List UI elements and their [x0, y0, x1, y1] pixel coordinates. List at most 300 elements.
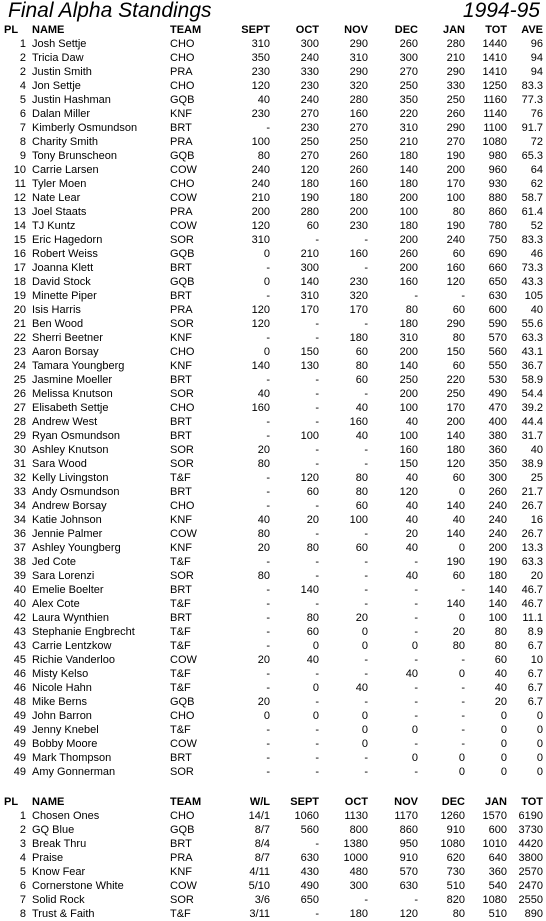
cell-wl: 3/11 — [249, 908, 270, 920]
cell-dec: 220 — [399, 108, 418, 120]
cell-oct: 170 — [300, 304, 319, 316]
cell-dec: - — [414, 626, 418, 638]
cell-name: Ben Wood — [32, 318, 84, 330]
cell-dec: 0 — [411, 752, 418, 764]
cell-team: SOR — [170, 570, 194, 582]
cell-name: Sara Lorenzi — [32, 570, 95, 582]
cell-nov: 1170 — [394, 810, 418, 822]
table-row — [0, 625, 546, 639]
cell-sept: 120 — [251, 220, 270, 232]
cell-tot: 1410 — [482, 66, 507, 78]
cell-sept: 40 — [257, 94, 270, 106]
cell-name: Andy Osmundson — [32, 486, 120, 498]
cell-nov: - — [364, 388, 368, 400]
cell-jan: 80 — [452, 640, 465, 652]
cell-name: Laura Wynthien — [32, 612, 109, 624]
cell-place: 43 — [13, 626, 26, 638]
cell-nov: - — [364, 570, 368, 582]
cell-wl: 14/1 — [248, 810, 270, 822]
cell-sept: - — [266, 682, 270, 694]
cell-team: KNF — [170, 542, 192, 554]
cell-oct: 1380 — [343, 838, 368, 850]
cell-dec: - — [414, 556, 418, 568]
cell-ave: 58.9 — [521, 374, 543, 386]
cell-place: 21 — [13, 318, 26, 330]
cell-name: Jasmine Moeller — [32, 374, 113, 386]
cell-team: BRT — [170, 374, 192, 386]
cell-dec: 100 — [399, 430, 418, 442]
cell-team: CHO — [170, 500, 195, 512]
cell-dec: 200 — [399, 388, 418, 400]
cell-name: Tricia Daw — [32, 52, 84, 64]
cell-place: 4 — [19, 80, 26, 92]
page-title: Final Alpha Standings — [8, 0, 212, 22]
cell-ave: 0 — [536, 710, 543, 722]
col-header-name: NAME — [32, 24, 65, 36]
cell-ave: 46.7 — [521, 584, 543, 596]
cell-dec: 40 — [405, 514, 418, 526]
cell-nov: 320 — [349, 80, 368, 92]
cell-place: 2 — [19, 52, 26, 64]
cell-oct: 130 — [300, 360, 319, 372]
col-header-oct: OCT — [295, 24, 319, 36]
cell-jan: 150 — [446, 346, 465, 358]
cell-nov: 80 — [355, 472, 368, 484]
cell-place: 8 — [19, 908, 26, 920]
table-row — [0, 499, 546, 513]
cell-ave: 40 — [530, 304, 543, 316]
cell-sept: - — [266, 584, 270, 596]
cell-name: Carrie Lentzkow — [32, 640, 112, 652]
cell-name: Richie Vanderloo — [32, 654, 115, 666]
cell-sept: 350 — [251, 52, 270, 64]
cell-name: Robert Weiss — [32, 248, 98, 260]
table-row — [0, 443, 546, 457]
cell-team: BRT — [170, 290, 192, 302]
cell-dec: 0 — [411, 724, 418, 736]
cell-jan: 1010 — [482, 838, 507, 850]
cell-jan: 0 — [458, 668, 465, 680]
col-header-tot: TOT — [485, 24, 507, 36]
cell-wl: 5/10 — [248, 880, 270, 892]
cell-ave: 43.3 — [521, 276, 543, 288]
cell-sept: - — [266, 472, 270, 484]
cell-jan: 100 — [446, 192, 465, 204]
cell-jan: 250 — [446, 388, 465, 400]
cell-jan: - — [461, 584, 465, 596]
cell-sept: 0 — [263, 346, 270, 358]
cell-oct: - — [315, 528, 319, 540]
cell-name: Bobby Moore — [32, 738, 98, 750]
cell-sept: - — [266, 262, 270, 274]
cell-dec: 180 — [399, 178, 418, 190]
cell-oct: 230 — [300, 122, 319, 134]
cell-oct: 300 — [300, 262, 319, 274]
cell-jan: - — [461, 738, 465, 750]
col-header-nov: NOV — [344, 24, 368, 36]
cell-sept: - — [266, 332, 270, 344]
cell-dec: 80 — [405, 304, 418, 316]
cell-place: 15 — [13, 234, 26, 246]
cell-oct: 300 — [300, 38, 319, 50]
cell-ave: 46 — [530, 248, 543, 260]
cell-sept: 20 — [257, 696, 270, 708]
cell-tot: 1080 — [482, 136, 507, 148]
table-row — [0, 191, 546, 205]
cell-oct: - — [315, 444, 319, 456]
cell-dec: 510 — [446, 880, 465, 892]
cell-wl: 8/4 — [254, 838, 270, 850]
table-row — [0, 149, 546, 163]
cell-sept: 160 — [251, 402, 270, 414]
cell-jan: - — [461, 710, 465, 722]
cell-tot: 360 — [488, 444, 507, 456]
cell-sept: - — [266, 500, 270, 512]
cell-name: Trust & Faith — [32, 908, 95, 920]
cell-tot: 0 — [500, 766, 507, 778]
cell-place: 6 — [19, 880, 26, 892]
cell-dec: 20 — [405, 528, 418, 540]
cell-oct: - — [315, 766, 319, 778]
cell-dec: 820 — [446, 894, 465, 906]
cell-ave: 6.7 — [527, 682, 543, 694]
cell-nov: - — [364, 318, 368, 330]
cell-team: COW — [170, 738, 197, 750]
cell-ave: 83.3 — [521, 234, 543, 246]
cell-ave: 16 — [530, 514, 543, 526]
cell-sept: 310 — [251, 38, 270, 50]
cell-name: Alex Cote — [32, 598, 80, 610]
table-row — [0, 611, 546, 625]
cell-team: SOR — [170, 444, 194, 456]
cell-ave: 0 — [536, 752, 543, 764]
team-row — [0, 879, 546, 893]
cell-sept: 650 — [300, 894, 319, 906]
cell-ave: 8.9 — [527, 626, 543, 638]
cell-dec: 200 — [399, 346, 418, 358]
cell-dec: 40 — [405, 500, 418, 512]
cell-name: Andrew Borsay — [32, 500, 107, 512]
cell-oct: 300 — [349, 880, 368, 892]
cell-team: SOR — [170, 388, 194, 400]
col-header-name: NAME — [32, 796, 65, 808]
cell-ave: 63.3 — [521, 556, 543, 568]
cell-dec: 40 — [405, 416, 418, 428]
table-row — [0, 205, 546, 219]
cell-ave: 63.3 — [521, 332, 543, 344]
cell-nov: 60 — [355, 374, 368, 386]
cell-sept: 0 — [263, 276, 270, 288]
cell-jan: 190 — [446, 220, 465, 232]
cell-place: 36 — [13, 528, 26, 540]
cell-dec: - — [414, 598, 418, 610]
cell-jan: - — [461, 696, 465, 708]
cell-jan: 140 — [446, 430, 465, 442]
cell-team: T&F — [170, 668, 191, 680]
cell-jan: 290 — [446, 318, 465, 330]
cell-name: John Barron — [32, 710, 92, 722]
cell-team: CHO — [170, 710, 195, 722]
cell-team: CHO — [170, 346, 195, 358]
cell-tot: 1100 — [483, 122, 507, 134]
cell-name: Josh Settje — [32, 38, 87, 50]
table-row — [0, 65, 546, 79]
cell-oct: 60 — [306, 486, 319, 498]
cell-name: GQ Blue — [32, 824, 75, 836]
cell-dec: 270 — [399, 66, 418, 78]
cell-place: 33 — [13, 486, 26, 498]
cell-oct: 240 — [300, 52, 319, 64]
table-row — [0, 261, 546, 275]
col-header-sept: SEPT — [241, 24, 270, 36]
cell-place: 9 — [19, 150, 26, 162]
cell-oct: 240 — [300, 94, 319, 106]
cell-tot: 490 — [488, 388, 507, 400]
cell-name: Minette Piper — [32, 290, 97, 302]
cell-nov: 160 — [349, 416, 368, 428]
cell-sept: - — [266, 290, 270, 302]
cell-place: 49 — [13, 724, 26, 736]
cell-dec: 1260 — [440, 810, 465, 822]
cell-nov: - — [364, 654, 368, 666]
cell-place: 12 — [13, 192, 26, 204]
cell-jan: 60 — [452, 472, 465, 484]
cell-team: GQB — [170, 248, 195, 260]
cell-name: Carrie Larsen — [32, 164, 99, 176]
cell-oct: 180 — [349, 908, 368, 920]
cell-team: SOR — [170, 318, 194, 330]
cell-dec: 300 — [399, 52, 418, 64]
cell-name: David Stock — [32, 276, 91, 288]
cell-dec: - — [414, 654, 418, 666]
cell-jan: 0 — [458, 486, 465, 498]
cell-name: Kimberly Osmundson — [32, 122, 138, 134]
cell-place: 8 — [19, 136, 26, 148]
cell-ave: 96 — [530, 38, 543, 50]
cell-oct: - — [315, 332, 319, 344]
cell-sept: 120 — [251, 318, 270, 330]
table-row — [0, 121, 546, 135]
cell-ave: 6.7 — [527, 640, 543, 652]
cell-sept: - — [266, 430, 270, 442]
cell-tot: 2470 — [518, 880, 543, 892]
table-row — [0, 247, 546, 261]
cell-team: PRA — [170, 206, 193, 218]
cell-oct: 40 — [306, 654, 319, 666]
cell-team: CHO — [170, 52, 195, 64]
cell-team: CHO — [170, 402, 195, 414]
cell-dec: 180 — [399, 220, 418, 232]
cell-name: Justin Hashman — [32, 94, 111, 106]
cell-place: 22 — [13, 332, 26, 344]
cell-jan: 260 — [446, 108, 465, 120]
cell-wl: 3/6 — [254, 894, 270, 906]
cell-tot: 260 — [488, 486, 507, 498]
cell-nov: - — [364, 752, 368, 764]
cell-oct: - — [315, 388, 319, 400]
cell-tot: 780 — [488, 220, 507, 232]
cell-ave: 52 — [530, 220, 543, 232]
cell-team: PRA — [170, 66, 193, 78]
cell-tot: 400 — [488, 416, 507, 428]
cell-team: BRT — [170, 752, 192, 764]
cell-place: 6 — [19, 108, 26, 120]
cell-jan: - — [461, 682, 465, 694]
cell-tot: 860 — [488, 206, 507, 218]
cell-oct: 180 — [300, 178, 319, 190]
cell-tot: 190 — [488, 556, 507, 568]
cell-sept: - — [266, 374, 270, 386]
cell-name: Isis Harris — [32, 304, 81, 316]
cell-nov: 160 — [349, 178, 368, 190]
cell-sept: - — [266, 724, 270, 736]
cell-oct: 210 — [300, 248, 319, 260]
cell-oct: - — [315, 668, 319, 680]
cell-jan: 80 — [452, 332, 465, 344]
cell-name: Mike Berns — [32, 696, 88, 708]
cell-jan: 640 — [488, 852, 507, 864]
cell-tot: 0 — [500, 724, 507, 736]
table-row — [0, 765, 546, 779]
cell-jan: - — [461, 724, 465, 736]
cell-jan: 1570 — [482, 810, 507, 822]
cell-tot: 0 — [500, 710, 507, 722]
cell-oct: - — [315, 402, 319, 414]
cell-oct: 0 — [312, 640, 319, 652]
cell-dec: 200 — [399, 262, 418, 274]
cell-tot: 300 — [488, 472, 507, 484]
cell-team: COW — [170, 164, 197, 176]
cell-name: Charity Smith — [32, 136, 99, 148]
cell-nov: 40 — [355, 430, 368, 442]
cell-dec: 0 — [411, 640, 418, 652]
cell-tot: 630 — [488, 290, 507, 302]
cell-place: 31 — [13, 458, 26, 470]
cell-name: Nate Lear — [32, 192, 81, 204]
col-header-team: TEAM — [170, 24, 202, 36]
cell-oct: 120 — [300, 472, 319, 484]
cell-team: T&F — [170, 908, 191, 920]
cell-name: Chosen Ones — [32, 810, 100, 822]
cell-nov: 280 — [349, 94, 368, 106]
col-header-jan: JAN — [442, 24, 465, 36]
cell-tot: 240 — [488, 514, 507, 526]
cell-tot: 1140 — [483, 108, 507, 120]
cell-name: Melissa Knutson — [32, 388, 113, 400]
cell-nov: 40 — [355, 682, 368, 694]
cell-dec: 40 — [405, 570, 418, 582]
cell-name: Andrew West — [32, 416, 98, 428]
cell-sept: 630 — [300, 852, 319, 864]
cell-wl: 8/7 — [254, 824, 270, 836]
cell-place: 37 — [13, 542, 26, 554]
cell-team: T&F — [170, 682, 191, 694]
cell-ave: 20 — [530, 570, 543, 582]
cell-team: T&F — [170, 598, 191, 610]
cell-ave: 46.7 — [521, 598, 543, 610]
cell-team: T&F — [170, 626, 191, 638]
cell-place: 26 — [13, 388, 26, 400]
cell-sept: - — [266, 640, 270, 652]
cell-dec: - — [414, 612, 418, 624]
cell-name: Joanna Klett — [32, 262, 94, 274]
cell-team: BRT — [170, 838, 192, 850]
cell-jan: 290 — [446, 122, 465, 134]
cell-jan: 40 — [452, 514, 465, 526]
cell-oct: 80 — [306, 542, 319, 554]
cell-ave: 72 — [530, 136, 543, 148]
cell-team: KNF — [170, 866, 192, 878]
cell-place: 17 — [13, 262, 26, 274]
cell-dec: 140 — [399, 164, 418, 176]
cell-sept: - — [266, 416, 270, 428]
cell-oct: 140 — [300, 584, 319, 596]
cell-nov: 250 — [349, 136, 368, 148]
cell-dec: 40 — [405, 542, 418, 554]
cell-place: 5 — [19, 866, 26, 878]
cell-dec: 80 — [452, 908, 465, 920]
cell-nov: 630 — [399, 880, 418, 892]
table-row — [0, 527, 546, 541]
cell-sept: 0 — [263, 248, 270, 260]
cell-team: COW — [170, 192, 197, 204]
cell-sept: 430 — [300, 866, 319, 878]
cell-ave: 44.4 — [521, 416, 543, 428]
cell-dec: 310 — [399, 122, 418, 134]
cell-tot: 80 — [494, 640, 507, 652]
cell-dec: 200 — [399, 192, 418, 204]
cell-tot: 140 — [488, 598, 507, 610]
table-row — [0, 317, 546, 331]
cell-oct: - — [315, 570, 319, 582]
cell-tot: 880 — [488, 192, 507, 204]
cell-sept: 100 — [251, 136, 270, 148]
cell-sept: - — [315, 838, 319, 850]
cell-dec: 180 — [399, 318, 418, 330]
table-row — [0, 737, 546, 751]
cell-nov: 0 — [361, 640, 368, 652]
cell-nov: 290 — [349, 66, 368, 78]
cell-nov: - — [364, 584, 368, 596]
cell-place: 34 — [13, 514, 26, 526]
cell-nov: 0 — [361, 724, 368, 736]
cell-team: KNF — [170, 108, 192, 120]
cell-tot: 3730 — [518, 824, 543, 836]
cell-dec: 620 — [446, 852, 465, 864]
cell-oct: 60 — [306, 626, 319, 638]
cell-team: GQB — [170, 94, 195, 106]
cell-sept: - — [266, 668, 270, 680]
cell-name: Jed Cote — [32, 556, 77, 568]
cell-place: 3 — [19, 838, 26, 850]
cell-nov: 40 — [355, 402, 368, 414]
cell-oct: 1000 — [343, 852, 368, 864]
cell-tot: 20 — [494, 696, 507, 708]
cell-place: 40 — [13, 598, 26, 610]
cell-dec: 140 — [399, 360, 418, 372]
cell-place: 46 — [13, 668, 26, 680]
cell-team: GQB — [170, 824, 195, 836]
cell-jan: 290 — [446, 66, 465, 78]
cell-jan: 0 — [458, 542, 465, 554]
cell-tot: 1410 — [482, 52, 507, 64]
cell-nov: 80 — [355, 360, 368, 372]
cell-jan: 180 — [446, 444, 465, 456]
cell-oct: 230 — [300, 80, 319, 92]
cell-oct: 330 — [300, 66, 319, 78]
cell-name: Amy Gonnerman — [32, 766, 116, 778]
team-row — [0, 893, 546, 907]
